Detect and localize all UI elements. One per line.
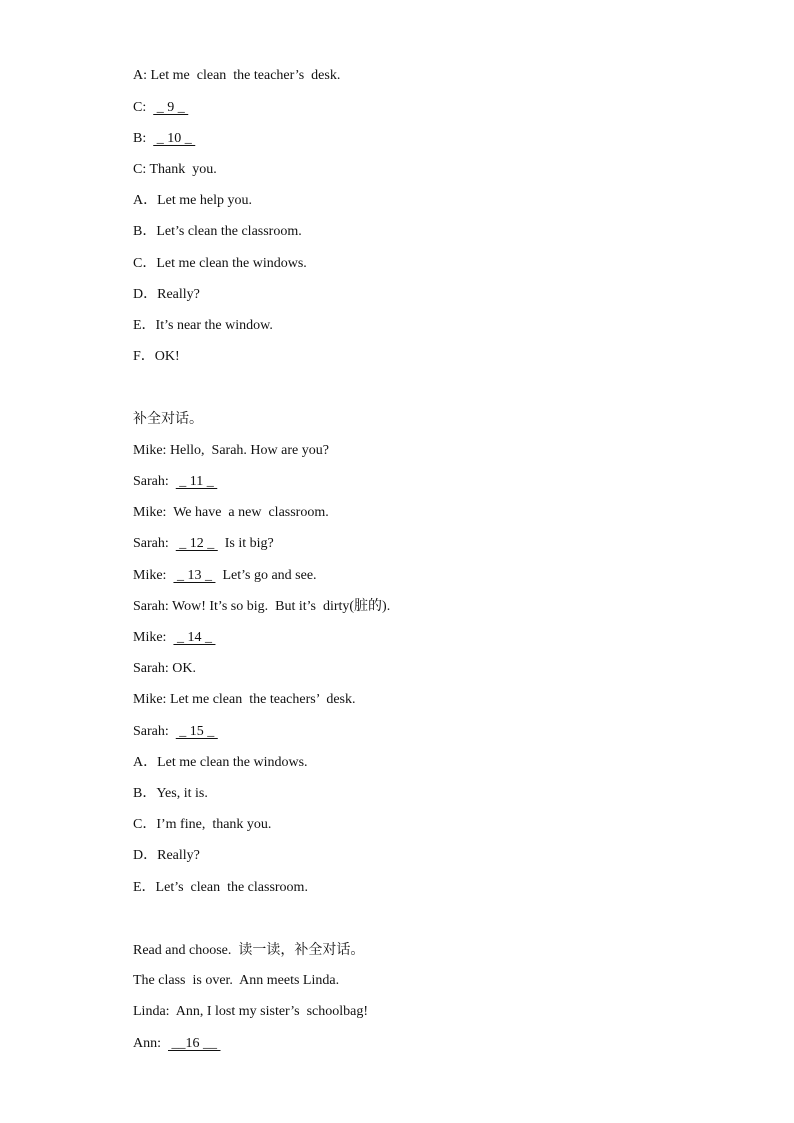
option-e: E．It’s near the window. [133,318,273,333]
dialogue-line: Linda: Ann, I lost my sister’s schoolbag! [133,1004,368,1019]
option-d: D．Really? [133,848,200,863]
dialogue-line-16 [133,1036,221,1052]
dialogue-line: Mike: We have a new classroom. [133,505,329,520]
blank-14: _ 14 _ [173,630,216,645]
blank-16: __16 __ [168,1036,221,1051]
speaker-label: Ann: [133,1036,168,1051]
speaker-label: Sarah: [133,474,176,489]
option-f: F．OK! [133,349,180,364]
option-d: D．Really? [133,287,200,302]
speaker-label: Sarah: [133,724,176,739]
option-c: C．I’m fine, thank you. [133,817,272,832]
blank-15: _ 15 _ [175,724,218,739]
speaker-label: C: [133,100,154,115]
section-heading: 补全对话。 [133,411,203,427]
dialogue-line-c-thanks: C: Thank you. [133,162,217,177]
section-heading [133,942,364,959]
option-a: A．Let me help you. [133,193,252,208]
dialogue-text: Let’s go and see. [215,568,317,583]
speaker-label: Sarah: [133,536,176,551]
speaker-label: Mike: [133,630,174,645]
blank-10: _ 10 _ [153,131,196,146]
option-b: B．Let’s clean the classroom. [133,224,302,239]
dialogue-line-13 [133,568,317,584]
option-b: B．Yes, it is. [133,786,208,801]
dialogue-text: Is it big? [217,536,274,551]
dialogue-line-11 [133,474,217,490]
dialogue-line-a: A: Let me clean the teacher’s desk. [133,68,341,83]
blank-13: _ 13 _ [173,568,216,583]
dialogue-line-b-10 [133,131,195,147]
option-e: E．Let’s clean the classroom. [133,880,308,895]
dialogue-line: Mike: Let me clean the teachers’ desk. [133,692,356,707]
dialogue-line-15 [133,724,218,740]
option-c: C．Let me clean the windows. [133,256,307,271]
dialogue-line-14 [133,630,215,646]
dialogue-line: Sarah: Wow! It’s so big. But it’s dirty(脏的). [133,599,391,614]
dialogue-line: Mike: Hello, Sarah. How are you? [133,443,329,458]
dialogue-line: The class is over. Ann meets Linda. [133,973,340,988]
heading-chinese: 读一读，补全对话。 [238,942,365,958]
dialogue-line-12 [133,536,274,552]
heading-english: Read and choose. [133,943,239,958]
option-a: A．Let me clean the windows. [133,755,308,770]
dialogue-line: Sarah: OK. [133,661,196,676]
blank-12: _ 12 _ [175,536,218,551]
blank-11: _ 11 _ [175,474,218,489]
speaker-label: B: [133,131,154,146]
dialogue-line-c-9 [133,100,188,116]
speaker-label: Mike: [133,568,174,583]
blank-9: _ 9 _ [153,100,189,115]
